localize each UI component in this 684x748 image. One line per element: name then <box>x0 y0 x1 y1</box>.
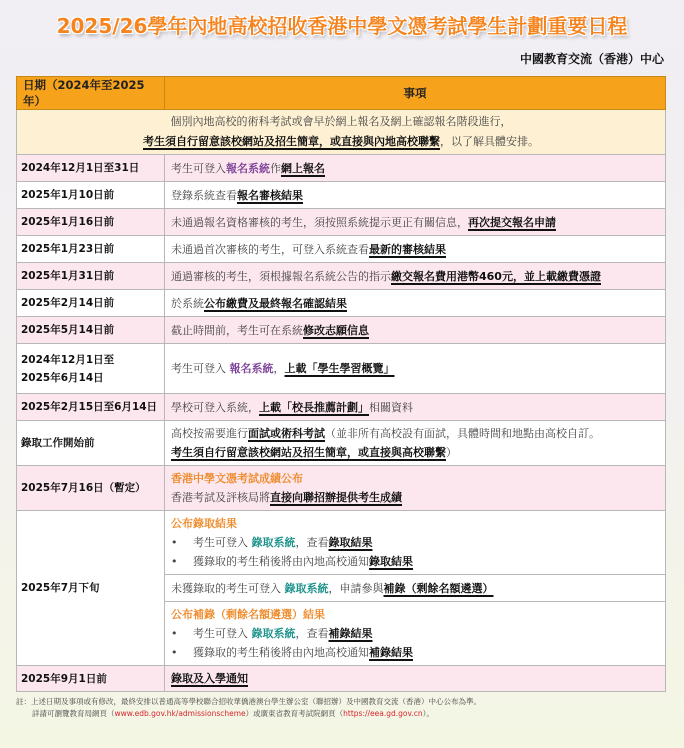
text: 考生可登入 <box>193 627 252 640</box>
content-line <box>171 624 659 643</box>
item-cell <box>165 263 666 290</box>
key-text: 面試或術科考試 <box>248 427 325 440</box>
date-text: 2024年12月1日至31日 <box>21 162 140 174</box>
content-line <box>171 359 659 378</box>
date-cell <box>17 236 165 263</box>
text: 通過審核的考生，須根據報名系統公告的指示 <box>171 269 391 283</box>
content-line <box>171 213 659 232</box>
eea-link[interactable]: https://eea.gd.gov.cn <box>343 709 423 718</box>
date-column-header: 日期（2024年至2025年） <box>17 77 165 110</box>
date-text: 錄取工作開始前 <box>21 437 95 449</box>
content-line <box>171 533 659 552</box>
key-text: 公布繳費及最終報名確認結果 <box>204 296 347 310</box>
content-line <box>171 605 659 624</box>
content-line <box>171 579 659 598</box>
item-cell <box>165 511 666 575</box>
key-text: 直接向聯招辦提供考生成績 <box>270 491 402 504</box>
text: ，以了解具體安排。 <box>440 135 539 148</box>
table-row <box>17 344 666 394</box>
key-text: 補錄結果 <box>328 627 373 640</box>
item-cell <box>165 209 666 236</box>
item-cell <box>165 602 666 666</box>
table-row <box>17 182 666 209</box>
date-text: 2025年7月下旬 <box>21 582 100 594</box>
table-row <box>17 394 666 421</box>
intro-note <box>17 110 666 155</box>
section-heading: 香港中學文憑考試成績公布 <box>171 472 303 485</box>
date-text: 2025年1月23日前 <box>21 243 115 255</box>
section-heading: 公布錄取結果 <box>171 517 237 530</box>
section-heading: 公布補錄（剩餘名額遴選）結果 <box>171 608 325 621</box>
content-line <box>171 240 659 259</box>
item-cell <box>165 344 666 394</box>
key-text: 考生須自行留意該校網站及招生簡章，或直接與內地高校聯繫 <box>143 135 440 148</box>
text: 未通過首次審核的考生，可登入系統查看 <box>171 242 369 256</box>
item-cell <box>165 421 666 466</box>
item-cell <box>165 466 666 511</box>
date-cell <box>17 209 165 236</box>
table-row <box>17 511 666 575</box>
text: ，申請參與 <box>328 581 384 595</box>
content-line <box>171 669 659 688</box>
table-row <box>17 317 666 344</box>
footnote-text: 詳請可瀏覽教育局網頁（ <box>32 709 115 718</box>
text: ，查看 <box>295 536 329 549</box>
organization: 中國教育交流（香港）中心 <box>519 52 664 66</box>
text: 考生可登入 <box>193 536 252 549</box>
item-cell <box>165 394 666 421</box>
text: 未獲錄取的考生可登入 <box>171 581 285 595</box>
item-cell <box>165 666 666 692</box>
text: 登錄系統查看 <box>171 188 237 202</box>
key-text: 錄取結果 <box>369 555 413 568</box>
date-text: 2025年2月15日至6月14日 <box>21 401 158 413</box>
text: 於系統 <box>171 296 204 310</box>
bullet: • <box>171 555 178 568</box>
schedule-table <box>16 76 666 692</box>
date-text: 2025年1月31日前 <box>21 270 115 282</box>
content-line <box>171 321 659 340</box>
page-title: 2025/26學年內地高校招收香港中學文憑考試學生計劃重要日程 <box>56 14 628 38</box>
text: 未通過報名資格審核的考生，須按照系統提示更正有關信息， <box>171 215 468 229</box>
registration-system-link[interactable]: 報名系統 <box>229 362 274 375</box>
content-line <box>171 267 659 286</box>
item-cell <box>165 317 666 344</box>
text: 截止時間前，考生可在系統 <box>171 323 303 337</box>
bullet: • <box>171 536 178 549</box>
date-text: 2025年9月1日前 <box>21 672 107 685</box>
text: 作 <box>270 161 281 175</box>
text: 個別內地高校的術科考試或會早於網上報名及網上確認報名階段進行， <box>170 115 512 128</box>
admission-system-link[interactable]: 錄取系統 <box>284 581 329 595</box>
admission-system-link[interactable]: 錄取系統 <box>251 627 296 640</box>
date-cell <box>17 263 165 290</box>
key-text: 補錄（剩餘名額遴選） <box>383 581 494 595</box>
table-row <box>17 263 666 290</box>
date-cell <box>17 666 165 692</box>
item-column-header: 事項 <box>165 77 666 110</box>
content-line <box>171 443 659 462</box>
content-line <box>171 159 659 178</box>
key-text: 報名審核結果 <box>237 188 303 202</box>
date-text: 2024年12月1日至 2025年6月14日 <box>21 353 115 384</box>
date-cell <box>17 182 165 209</box>
item-cell <box>165 155 666 182</box>
footnote-text: ）或廣東省教育考試院網頁（ <box>245 709 344 718</box>
key-text: 網上報名 <box>281 161 325 175</box>
footnote <box>16 696 668 720</box>
content-line <box>171 469 659 488</box>
text: 高校按需要進行 <box>171 427 248 440</box>
registration-system-link[interactable]: 報名系統 <box>226 161 270 175</box>
date-cell <box>17 511 165 666</box>
content-line <box>171 488 659 507</box>
item-cell <box>165 182 666 209</box>
date-text: 2025年1月10日前 <box>21 189 115 201</box>
key-text: 考生須自行留意該校網站及招生簡章，或直接與高校聯繫 <box>171 446 446 459</box>
key-text: 再次提交報名申請 <box>468 215 556 229</box>
bullet: • <box>171 627 178 640</box>
content-line <box>23 112 659 132</box>
item-cell <box>165 236 666 263</box>
date-cell <box>17 421 165 466</box>
key-text: 上載「學生學習概覽」 <box>284 362 395 375</box>
footnote-text: ）。 <box>422 709 434 718</box>
key-text: 錄取及入學通知 <box>171 672 248 685</box>
date-cell <box>17 344 165 394</box>
table-row <box>17 209 666 236</box>
date-text: 2025年5月14日前 <box>21 324 115 336</box>
content-line <box>171 552 659 571</box>
content-line <box>23 132 659 152</box>
text: 香港考試及評核局將 <box>171 491 270 504</box>
date-text: 2025年1月16日前 <box>21 216 115 228</box>
text: 獲錄取的考生稍後將由內地高校通知 <box>193 555 369 568</box>
text: 考生可登入 <box>171 161 226 175</box>
content-line <box>171 294 659 313</box>
text: 獲錄取的考生稍後將由內地高校通知 <box>193 646 369 659</box>
key-text: 最新的審核結果 <box>369 242 446 256</box>
bullet: • <box>171 646 178 659</box>
table-row <box>17 466 666 511</box>
table-row <box>17 155 666 182</box>
content-line <box>171 643 659 662</box>
text: （並非所有高校設有面試，具體時間和地點由高校自訂。 <box>325 427 600 440</box>
date-cell <box>17 317 165 344</box>
table-row <box>17 666 666 692</box>
admission-system-link[interactable]: 錄取系統 <box>251 536 296 549</box>
date-cell <box>17 290 165 317</box>
text: 考生可登入 <box>171 362 230 375</box>
key-text: 錄取結果 <box>328 536 373 549</box>
text: 相關資料 <box>369 400 413 414</box>
item-cell <box>165 575 666 602</box>
text: ） <box>446 446 457 459</box>
text: ， <box>273 362 285 375</box>
text: 學校可登入系統， <box>171 400 259 414</box>
key-text: 上載「校長推薦計劃」 <box>259 400 369 414</box>
key-text: 修改志願信息 <box>303 323 369 337</box>
date-text: 2025年7月16日（暫定） <box>21 482 146 494</box>
content-line <box>171 424 659 443</box>
key-text: 繳交報名費用港幣460元，並上載繳費憑證 <box>391 269 601 283</box>
text: ，查看 <box>295 627 329 640</box>
content-line <box>171 186 659 205</box>
item-cell <box>165 290 666 317</box>
table-row <box>17 421 666 466</box>
edb-link[interactable]: www.edb.gov.hk/admissionscheme <box>114 709 246 718</box>
date-text: 2025年2月14日前 <box>21 297 115 309</box>
table-row <box>17 290 666 317</box>
content-line <box>171 514 659 533</box>
key-text: 補錄結果 <box>369 646 413 659</box>
date-cell <box>17 155 165 182</box>
content-line <box>171 398 659 417</box>
footnote-line1: 註：上述日期及事項或有修改，最終安排以普通高等學校聯合招收華僑港澳台學生辦公室（聯招辦）及中國教育交流（香港）中心公布為準。 <box>16 697 481 706</box>
table-row <box>17 236 666 263</box>
date-cell <box>17 466 165 511</box>
date-cell <box>17 394 165 421</box>
